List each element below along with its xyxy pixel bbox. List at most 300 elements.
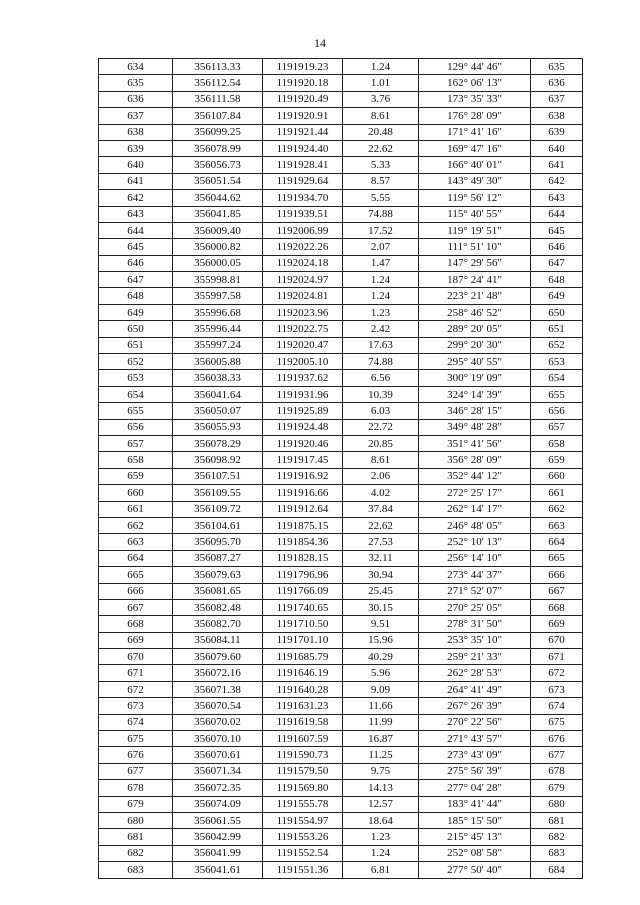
- cell-next-point-number: 673: [531, 681, 583, 697]
- cell-x-coordinate: 356109.72: [173, 501, 263, 517]
- cell-point-number: 646: [99, 255, 173, 271]
- cell-distance: 5.33: [343, 157, 419, 173]
- cell-x-coordinate: 356005.88: [173, 354, 263, 370]
- table-row: [99, 698, 583, 714]
- cell-y-coordinate: 1191937.62: [263, 370, 343, 386]
- table-row: [99, 862, 583, 878]
- table-row: [99, 173, 583, 189]
- cell-bearing: 264° 41' 49": [419, 681, 531, 697]
- cell-distance: 1.24: [343, 288, 419, 304]
- cell-next-point-number: 649: [531, 288, 583, 304]
- cell-x-coordinate: 356038.33: [173, 370, 263, 386]
- table-row: [99, 485, 583, 501]
- cell-bearing: 183° 41' 44": [419, 796, 531, 812]
- cell-x-coordinate: 356070.61: [173, 747, 263, 763]
- cell-bearing: 252° 10' 13": [419, 534, 531, 550]
- cell-point-number: 643: [99, 206, 173, 222]
- cell-next-point-number: 666: [531, 567, 583, 583]
- table-row: [99, 665, 583, 681]
- cell-y-coordinate: 1191916.66: [263, 485, 343, 501]
- table-row: [99, 91, 583, 107]
- cell-next-point-number: 641: [531, 157, 583, 173]
- cell-point-number: 657: [99, 435, 173, 451]
- table-row: [99, 452, 583, 468]
- cell-y-coordinate: 1191920.49: [263, 91, 343, 107]
- cell-x-coordinate: 356041.61: [173, 862, 263, 878]
- table-row: [99, 468, 583, 484]
- cell-bearing: 289° 20' 05": [419, 321, 531, 337]
- cell-point-number: 659: [99, 468, 173, 484]
- cell-distance: 74.88: [343, 206, 419, 222]
- cell-next-point-number: 677: [531, 747, 583, 763]
- cell-point-number: 679: [99, 796, 173, 812]
- cell-bearing: 270° 22' 56": [419, 714, 531, 730]
- cell-y-coordinate: 1192022.26: [263, 239, 343, 255]
- table-row: [99, 157, 583, 173]
- cell-next-point-number: 659: [531, 452, 583, 468]
- table-row: [99, 517, 583, 533]
- cell-y-coordinate: 1191934.70: [263, 190, 343, 206]
- coordinates-table-body: [99, 59, 583, 879]
- cell-bearing: 256° 14' 10": [419, 550, 531, 566]
- cell-next-point-number: 664: [531, 534, 583, 550]
- cell-x-coordinate: 356078.99: [173, 140, 263, 156]
- cell-y-coordinate: 1191640.28: [263, 681, 343, 697]
- cell-y-coordinate: 1192024.18: [263, 255, 343, 271]
- cell-x-coordinate: 356071.38: [173, 681, 263, 697]
- cell-distance: 1.24: [343, 272, 419, 288]
- cell-point-number: 634: [99, 59, 173, 75]
- cell-bearing: 215° 45' 13": [419, 829, 531, 845]
- cell-x-coordinate: 356071.34: [173, 763, 263, 779]
- cell-distance: 30.94: [343, 567, 419, 583]
- table-row: [99, 419, 583, 435]
- cell-point-number: 665: [99, 567, 173, 583]
- cell-y-coordinate: 1191917.45: [263, 452, 343, 468]
- cell-distance: 5.55: [343, 190, 419, 206]
- cell-bearing: 187° 24' 41": [419, 272, 531, 288]
- cell-x-coordinate: 356055.93: [173, 419, 263, 435]
- cell-point-number: 640: [99, 157, 173, 173]
- coordinates-table: [98, 58, 583, 879]
- table-row: [99, 222, 583, 238]
- cell-y-coordinate: 1191607.59: [263, 731, 343, 747]
- cell-x-coordinate: 356111.58: [173, 91, 263, 107]
- cell-point-number: 636: [99, 91, 173, 107]
- table-row: [99, 845, 583, 861]
- cell-point-number: 681: [99, 829, 173, 845]
- table-row: [99, 616, 583, 632]
- cell-distance: 11.66: [343, 698, 419, 714]
- table-row: [99, 550, 583, 566]
- cell-point-number: 680: [99, 812, 173, 828]
- cell-bearing: 272° 25' 17": [419, 485, 531, 501]
- cell-distance: 20.85: [343, 435, 419, 451]
- cell-point-number: 668: [99, 616, 173, 632]
- cell-y-coordinate: 1191854.36: [263, 534, 343, 550]
- cell-x-coordinate: 356084.11: [173, 632, 263, 648]
- cell-y-coordinate: 1191919.23: [263, 59, 343, 75]
- cell-x-coordinate: 356000.82: [173, 239, 263, 255]
- cell-bearing: 176° 28' 09": [419, 108, 531, 124]
- cell-next-point-number: 662: [531, 501, 583, 517]
- cell-next-point-number: 647: [531, 255, 583, 271]
- cell-distance: 10.39: [343, 386, 419, 402]
- table-row: [99, 354, 583, 370]
- cell-next-point-number: 680: [531, 796, 583, 812]
- cell-distance: 3.76: [343, 91, 419, 107]
- cell-distance: 9.75: [343, 763, 419, 779]
- table-row: [99, 796, 583, 812]
- cell-y-coordinate: 1191920.46: [263, 435, 343, 451]
- cell-distance: 9.51: [343, 616, 419, 632]
- cell-y-coordinate: 1192020.47: [263, 337, 343, 353]
- cell-next-point-number: 681: [531, 812, 583, 828]
- cell-next-point-number: 655: [531, 386, 583, 402]
- cell-distance: 11.25: [343, 747, 419, 763]
- cell-distance: 16.87: [343, 731, 419, 747]
- cell-x-coordinate: 356070.10: [173, 731, 263, 747]
- cell-y-coordinate: 1191552.54: [263, 845, 343, 861]
- cell-bearing: 273° 44' 37": [419, 567, 531, 583]
- cell-y-coordinate: 1191685.79: [263, 649, 343, 665]
- cell-x-coordinate: 356042.99: [173, 829, 263, 845]
- table-row: [99, 108, 583, 124]
- cell-y-coordinate: 1191920.91: [263, 108, 343, 124]
- cell-distance: 1.24: [343, 845, 419, 861]
- cell-bearing: 246° 48' 05": [419, 517, 531, 533]
- cell-y-coordinate: 1191569.80: [263, 780, 343, 796]
- cell-next-point-number: 651: [531, 321, 583, 337]
- cell-x-coordinate: 356051.54: [173, 173, 263, 189]
- cell-y-coordinate: 1192005.10: [263, 354, 343, 370]
- cell-x-coordinate: 356044.62: [173, 190, 263, 206]
- cell-y-coordinate: 1192006.99: [263, 222, 343, 238]
- table-row: [99, 75, 583, 91]
- cell-x-coordinate: 356061.55: [173, 812, 263, 828]
- cell-point-number: 644: [99, 222, 173, 238]
- cell-y-coordinate: 1191796.96: [263, 567, 343, 583]
- cell-x-coordinate: 356082.48: [173, 599, 263, 615]
- cell-next-point-number: 665: [531, 550, 583, 566]
- cell-point-number: 637: [99, 108, 173, 124]
- cell-point-number: 666: [99, 583, 173, 599]
- cell-point-number: 673: [99, 698, 173, 714]
- cell-bearing: 295° 40' 55": [419, 354, 531, 370]
- table-row: [99, 583, 583, 599]
- cell-distance: 17.63: [343, 337, 419, 353]
- cell-distance: 1.23: [343, 829, 419, 845]
- cell-next-point-number: 653: [531, 354, 583, 370]
- table-row: [99, 206, 583, 222]
- cell-next-point-number: 650: [531, 304, 583, 320]
- cell-bearing: 277° 04' 28": [419, 780, 531, 796]
- cell-next-point-number: 668: [531, 599, 583, 615]
- cell-x-coordinate: 356078.29: [173, 435, 263, 451]
- table-row: [99, 386, 583, 402]
- cell-point-number: 672: [99, 681, 173, 697]
- cell-next-point-number: 663: [531, 517, 583, 533]
- cell-bearing: 271° 52' 07": [419, 583, 531, 599]
- table-row: [99, 534, 583, 550]
- table-row: [99, 190, 583, 206]
- table-row: [99, 435, 583, 451]
- table-row: [99, 649, 583, 665]
- cell-bearing: 253° 35' 10": [419, 632, 531, 648]
- cell-x-coordinate: 356082.70: [173, 616, 263, 632]
- cell-bearing: 300° 19' 09": [419, 370, 531, 386]
- cell-next-point-number: 660: [531, 468, 583, 484]
- cell-x-coordinate: 356009.40: [173, 222, 263, 238]
- cell-y-coordinate: 1191766.09: [263, 583, 343, 599]
- table-row: [99, 812, 583, 828]
- cell-x-coordinate: 356099.25: [173, 124, 263, 140]
- cell-x-coordinate: 356095.70: [173, 534, 263, 550]
- cell-y-coordinate: 1191924.40: [263, 140, 343, 156]
- cell-distance: 74.88: [343, 354, 419, 370]
- cell-bearing: 262° 14' 17": [419, 501, 531, 517]
- cell-x-coordinate: 355998.81: [173, 272, 263, 288]
- cell-y-coordinate: 1191579.50: [263, 763, 343, 779]
- table-row: [99, 272, 583, 288]
- cell-bearing: 324° 14' 39": [419, 386, 531, 402]
- cell-bearing: 351° 41' 56": [419, 435, 531, 451]
- cell-next-point-number: 675: [531, 714, 583, 730]
- cell-x-coordinate: 356074.09: [173, 796, 263, 812]
- cell-next-point-number: 678: [531, 763, 583, 779]
- cell-point-number: 638: [99, 124, 173, 140]
- cell-bearing: 352° 44' 12": [419, 468, 531, 484]
- cell-x-coordinate: 356098.92: [173, 452, 263, 468]
- cell-distance: 22.62: [343, 140, 419, 156]
- cell-distance: 1.24: [343, 59, 419, 75]
- table-row: [99, 403, 583, 419]
- cell-next-point-number: 683: [531, 845, 583, 861]
- cell-point-number: 676: [99, 747, 173, 763]
- cell-x-coordinate: 355997.24: [173, 337, 263, 353]
- cell-distance: 2.42: [343, 321, 419, 337]
- cell-x-coordinate: 356113.33: [173, 59, 263, 75]
- cell-next-point-number: 636: [531, 75, 583, 91]
- cell-y-coordinate: 1191931.96: [263, 386, 343, 402]
- cell-y-coordinate: 1192024.97: [263, 272, 343, 288]
- table-row: [99, 829, 583, 845]
- cell-distance: 17.52: [343, 222, 419, 238]
- cell-point-number: 674: [99, 714, 173, 730]
- cell-y-coordinate: 1191551.36: [263, 862, 343, 878]
- cell-point-number: 642: [99, 190, 173, 206]
- cell-distance: 8.57: [343, 173, 419, 189]
- cell-y-coordinate: 1191553.26: [263, 829, 343, 845]
- cell-bearing: 273° 43' 09": [419, 747, 531, 763]
- cell-distance: 15.96: [343, 632, 419, 648]
- cell-next-point-number: 671: [531, 649, 583, 665]
- cell-next-point-number: 658: [531, 435, 583, 451]
- cell-point-number: 678: [99, 780, 173, 796]
- cell-next-point-number: 656: [531, 403, 583, 419]
- cell-bearing: 277° 50' 40": [419, 862, 531, 878]
- cell-x-coordinate: 356072.35: [173, 780, 263, 796]
- cell-y-coordinate: 1191740.65: [263, 599, 343, 615]
- cell-distance: 22.62: [343, 517, 419, 533]
- cell-y-coordinate: 1192024.81: [263, 288, 343, 304]
- cell-y-coordinate: 1191924.48: [263, 419, 343, 435]
- cell-point-number: 682: [99, 845, 173, 861]
- cell-next-point-number: 635: [531, 59, 583, 75]
- cell-next-point-number: 639: [531, 124, 583, 140]
- cell-bearing: 258° 46' 52": [419, 304, 531, 320]
- cell-bearing: 143° 49' 30": [419, 173, 531, 189]
- cell-point-number: 655: [99, 403, 173, 419]
- table-row: [99, 370, 583, 386]
- cell-point-number: 645: [99, 239, 173, 255]
- cell-y-coordinate: 1192022.75: [263, 321, 343, 337]
- cell-point-number: 656: [99, 419, 173, 435]
- cell-bearing: 129° 44' 46": [419, 59, 531, 75]
- cell-y-coordinate: 1191875.15: [263, 517, 343, 533]
- cell-next-point-number: 674: [531, 698, 583, 714]
- table-row: [99, 337, 583, 353]
- cell-x-coordinate: 356081.65: [173, 583, 263, 599]
- table-row: [99, 501, 583, 517]
- cell-distance: 12.57: [343, 796, 419, 812]
- cell-distance: 6.81: [343, 862, 419, 878]
- cell-bearing: 115° 40' 55": [419, 206, 531, 222]
- cell-next-point-number: 640: [531, 140, 583, 156]
- cell-x-coordinate: 356050.07: [173, 403, 263, 419]
- cell-bearing: 299° 20' 30": [419, 337, 531, 353]
- cell-distance: 18.64: [343, 812, 419, 828]
- cell-next-point-number: 670: [531, 632, 583, 648]
- cell-next-point-number: 637: [531, 91, 583, 107]
- cell-y-coordinate: 1191939.51: [263, 206, 343, 222]
- cell-x-coordinate: 356112.54: [173, 75, 263, 91]
- cell-distance: 11.99: [343, 714, 419, 730]
- cell-next-point-number: 676: [531, 731, 583, 747]
- cell-bearing: 270° 25' 05": [419, 599, 531, 615]
- cell-distance: 9.09: [343, 681, 419, 697]
- cell-point-number: 639: [99, 140, 173, 156]
- cell-bearing: 259° 21' 33": [419, 649, 531, 665]
- cell-point-number: 664: [99, 550, 173, 566]
- cell-y-coordinate: 1191590.73: [263, 747, 343, 763]
- cell-y-coordinate: 1191921.44: [263, 124, 343, 140]
- cell-next-point-number: 645: [531, 222, 583, 238]
- table-row: [99, 780, 583, 796]
- cell-bearing: 223° 21' 48": [419, 288, 531, 304]
- cell-point-number: 648: [99, 288, 173, 304]
- cell-x-coordinate: 355997.58: [173, 288, 263, 304]
- cell-next-point-number: 644: [531, 206, 583, 222]
- cell-bearing: 171° 41' 16": [419, 124, 531, 140]
- cell-next-point-number: 682: [531, 829, 583, 845]
- table-row: [99, 321, 583, 337]
- cell-y-coordinate: 1192023.96: [263, 304, 343, 320]
- cell-bearing: 278° 31' 50": [419, 616, 531, 632]
- cell-bearing: 111° 51' 10": [419, 239, 531, 255]
- cell-x-coordinate: 356104.61: [173, 517, 263, 533]
- cell-x-coordinate: 356107.84: [173, 108, 263, 124]
- cell-point-number: 649: [99, 304, 173, 320]
- cell-x-coordinate: 356070.54: [173, 698, 263, 714]
- cell-point-number: 667: [99, 599, 173, 615]
- cell-point-number: 647: [99, 272, 173, 288]
- cell-y-coordinate: 1191929.64: [263, 173, 343, 189]
- cell-point-number: 650: [99, 321, 173, 337]
- cell-distance: 37.84: [343, 501, 419, 517]
- cell-bearing: 267° 26' 39": [419, 698, 531, 714]
- table-row: [99, 681, 583, 697]
- cell-point-number: 675: [99, 731, 173, 747]
- cell-distance: 27.53: [343, 534, 419, 550]
- cell-x-coordinate: 356041.64: [173, 386, 263, 402]
- table-row: [99, 304, 583, 320]
- cell-distance: 14.13: [343, 780, 419, 796]
- cell-next-point-number: 669: [531, 616, 583, 632]
- cell-bearing: 262° 28' 53": [419, 665, 531, 681]
- cell-x-coordinate: 356041.99: [173, 845, 263, 861]
- cell-bearing: 169° 47' 16": [419, 140, 531, 156]
- cell-y-coordinate: 1191554.97: [263, 812, 343, 828]
- cell-y-coordinate: 1191555.78: [263, 796, 343, 812]
- cell-distance: 30.15: [343, 599, 419, 615]
- cell-point-number: 671: [99, 665, 173, 681]
- cell-bearing: 356° 28' 09": [419, 452, 531, 468]
- table-row: [99, 567, 583, 583]
- cell-x-coordinate: 356072.16: [173, 665, 263, 681]
- cell-bearing: 275° 56' 39": [419, 763, 531, 779]
- cell-point-number: 635: [99, 75, 173, 91]
- table-row: [99, 288, 583, 304]
- cell-x-coordinate: 355996.44: [173, 321, 263, 337]
- cell-point-number: 677: [99, 763, 173, 779]
- cell-point-number: 683: [99, 862, 173, 878]
- cell-distance: 1.23: [343, 304, 419, 320]
- cell-distance: 2.07: [343, 239, 419, 255]
- cell-x-coordinate: 356109.55: [173, 485, 263, 501]
- cell-point-number: 660: [99, 485, 173, 501]
- cell-bearing: 147° 29' 56": [419, 255, 531, 271]
- table-row: [99, 632, 583, 648]
- cell-bearing: 349° 48' 28": [419, 419, 531, 435]
- cell-distance: 1.01: [343, 75, 419, 91]
- cell-next-point-number: 657: [531, 419, 583, 435]
- cell-point-number: 654: [99, 386, 173, 402]
- table-row: [99, 714, 583, 730]
- cell-distance: 25.45: [343, 583, 419, 599]
- cell-y-coordinate: 1191912.64: [263, 501, 343, 517]
- cell-distance: 8.61: [343, 108, 419, 124]
- cell-x-coordinate: 356079.60: [173, 649, 263, 665]
- table-row: [99, 255, 583, 271]
- table-row: [99, 599, 583, 615]
- cell-distance: 6.03: [343, 403, 419, 419]
- cell-x-coordinate: 356041.85: [173, 206, 263, 222]
- cell-point-number: 653: [99, 370, 173, 386]
- cell-bearing: 119° 56' 12": [419, 190, 531, 206]
- cell-distance: 2.06: [343, 468, 419, 484]
- cell-x-coordinate: 356079.63: [173, 567, 263, 583]
- cell-point-number: 658: [99, 452, 173, 468]
- cell-distance: 20.48: [343, 124, 419, 140]
- cell-y-coordinate: 1191619.58: [263, 714, 343, 730]
- cell-bearing: 173° 35' 33": [419, 91, 531, 107]
- table-row: [99, 59, 583, 75]
- cell-x-coordinate: 356056.73: [173, 157, 263, 173]
- cell-distance: 8.61: [343, 452, 419, 468]
- cell-next-point-number: 654: [531, 370, 583, 386]
- cell-distance: 32.11: [343, 550, 419, 566]
